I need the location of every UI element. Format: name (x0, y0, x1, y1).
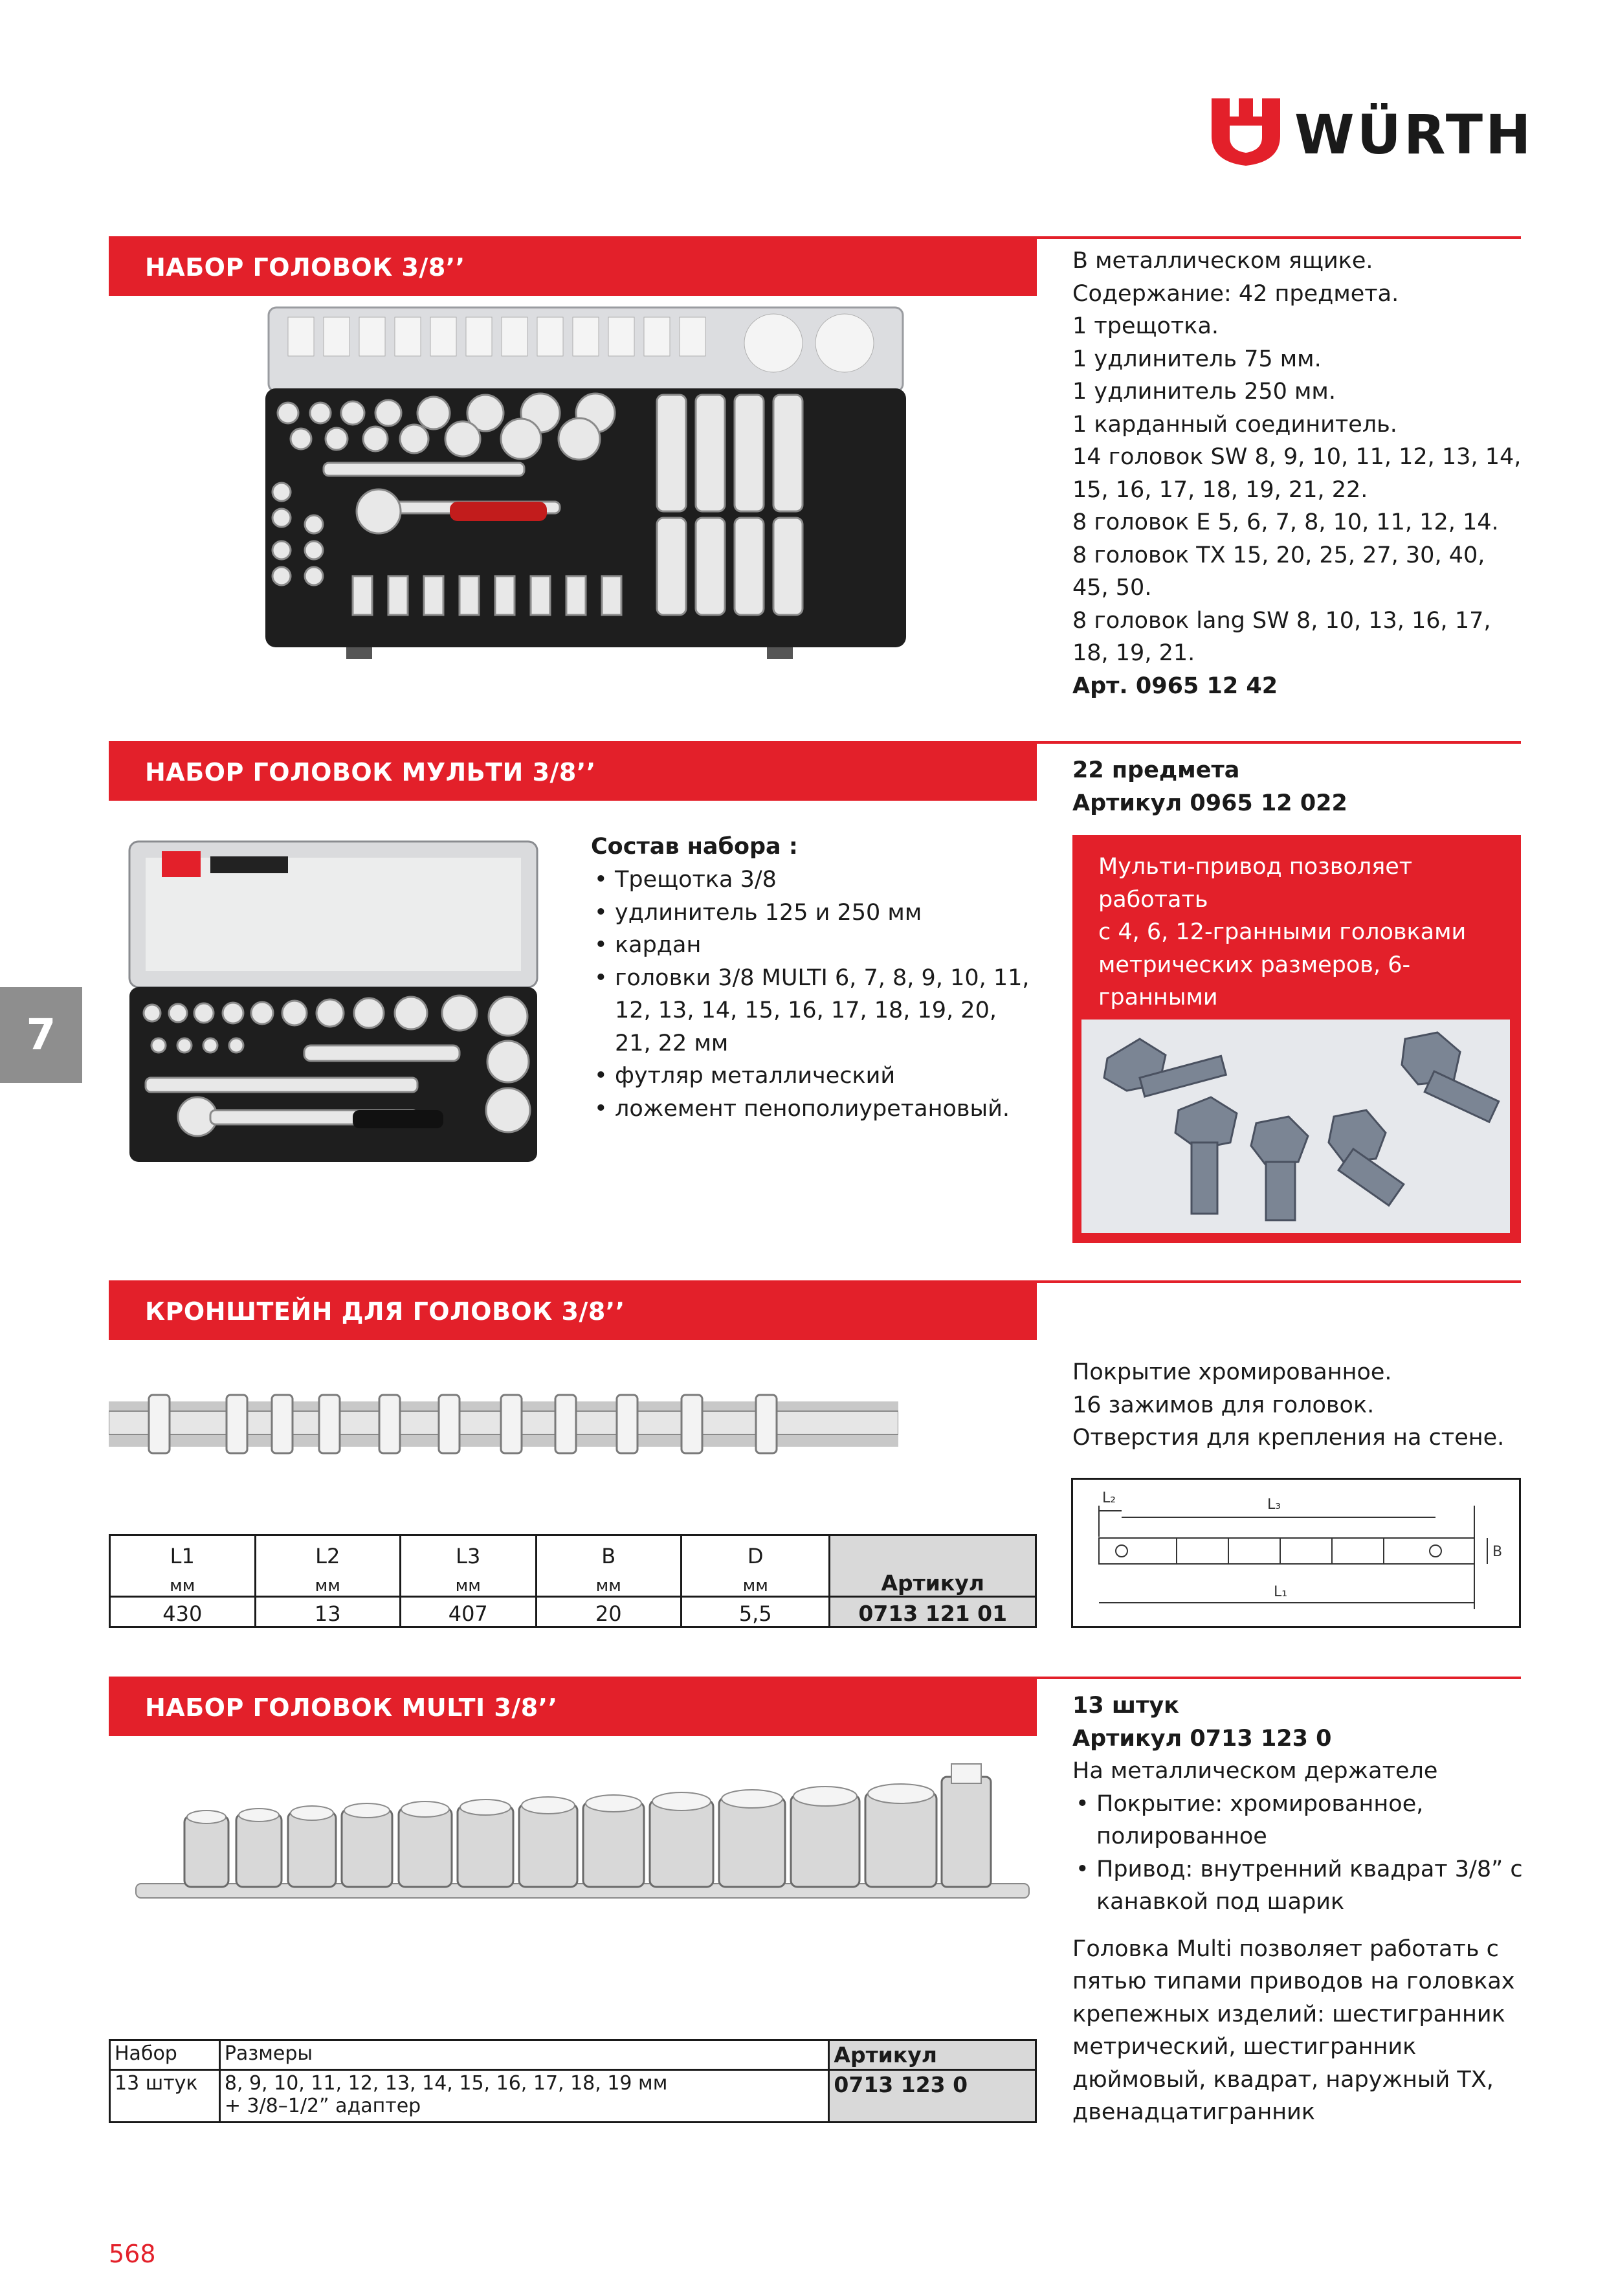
contents-heading: Состав набора : (591, 834, 798, 860)
dim-b: B (1492, 1544, 1503, 1560)
text-line: крепежных изделий: шестигранник (1072, 2001, 1505, 2027)
sizes-text-cont: + 3/8–1/2” адаптер (224, 2095, 421, 2117)
note-line: с 4, 6, 12-гранными головками (1098, 919, 1467, 945)
list-item: • Трещотка 3/8 (591, 864, 1044, 897)
unit-cell: мм (400, 1568, 536, 1596)
text-line: Головка Multi позволяет работать с (1072, 1935, 1499, 1962)
text-line: 1 удлинитель 250 мм. (1072, 379, 1336, 405)
multi-socket-rail-photo (129, 1757, 1036, 1919)
list-item: • кардан (591, 929, 1044, 962)
note-line: метрических размеров, 6-гранными (1098, 952, 1411, 1010)
chapter-tab: 7 (0, 987, 82, 1083)
section4-title: НАБОР ГОЛОВОК MULTI 3/8’’ (109, 1679, 1037, 1736)
article-number: Артикул 0713 123 0 (1072, 1725, 1332, 1752)
list-item (591, 962, 1044, 1060)
list-item: • футляр металлический (591, 1060, 1044, 1093)
article-value: 0713 123 0 (829, 2070, 1036, 2123)
dim-l1: L₁ (1274, 1584, 1288, 1600)
section2-summary (1072, 754, 1525, 819)
section3-title: КРОНШТЕЙН ДЛЯ ГОЛОВОК 3/8’’ (109, 1283, 1037, 1340)
section2-title: НАБОР ГОЛОВОК МУЛЬТИ 3/8’’ (109, 744, 1037, 801)
text-line: 18, 19, 21. (1072, 640, 1195, 666)
multi-drive-note (1072, 835, 1521, 1243)
list-item (1072, 1788, 1525, 1853)
feature-list (1072, 1788, 1525, 1919)
wurth-logo-icon (1210, 97, 1281, 168)
text-line: 14 головок SW 8, 9, 10, 11, 12, 13, 14, (1072, 444, 1522, 470)
article-number: Арт. 0965 12 42 (1072, 673, 1278, 699)
text-line: 8 головок lang SW 8, 10, 13, 16, 17, (1072, 607, 1491, 634)
dim-l3: L₃ (1267, 1497, 1281, 1513)
col-header-b: B (536, 1535, 681, 1569)
value-cell: 13 (255, 1596, 400, 1627)
note-line: Мульти-привод позволяет работать (1098, 854, 1413, 913)
list-item: • удлинитель 125 и 250 мм (591, 897, 1044, 930)
section4-description (1072, 1689, 1525, 2129)
unit-cell: мм (255, 1568, 400, 1596)
item-count: 13 штук (1072, 1693, 1179, 1719)
bolts-photo (1081, 1020, 1510, 1233)
list-item-text: канавкой под шарик (1096, 1889, 1345, 1915)
brand-name: WÜRTH (1294, 103, 1534, 166)
wurth-logo (1210, 97, 1534, 168)
list-item-text: 12, 13, 14, 15, 16, 17, 18, 19, 20, (615, 998, 997, 1023)
text-line: метрический, шестигранник (1072, 2034, 1417, 2060)
col-header-set: Набор (110, 2040, 220, 2070)
section3-description (1072, 1356, 1525, 1455)
multi-set-table (109, 2039, 1037, 2123)
section1-description (1072, 245, 1525, 702)
text-line: дюймовый, квадрат, наружный TX, (1072, 2066, 1494, 2093)
list-item-text: Покрытие: хромированное, (1096, 1790, 1424, 1817)
unit-cell: мм (110, 1568, 256, 1596)
text-line: 45, 50. (1072, 575, 1152, 601)
page-number: 568 (109, 2240, 156, 2268)
unit-cell: мм (681, 1568, 829, 1596)
item-count: 22 предмета (1072, 757, 1240, 783)
value-cell: 430 (110, 1596, 256, 1627)
socket-rail-photo (109, 1372, 898, 1469)
text-line: 1 трещотка. (1072, 313, 1219, 339)
holder-text: На металлическом держателе (1072, 1758, 1438, 1784)
text-line: Содержание: 42 предмета. (1072, 280, 1399, 307)
text-line: 1 карданный соединитель. (1072, 411, 1397, 438)
value-cell: 5,5 (681, 1596, 829, 1627)
text-line: 8 головок TX 15, 20, 25, 27, 30, 40, (1072, 542, 1485, 568)
set-contents-title (591, 830, 798, 864)
value-cell: 407 (400, 1596, 536, 1627)
col-header-l2: L2 (255, 1535, 400, 1569)
rail-dimension-drawing (1071, 1478, 1521, 1628)
article-header: Артикул (829, 2040, 1036, 2070)
list-item: • ложемент пенополиуретановый. (591, 1093, 1044, 1126)
text-line: 8 головок E 5, 6, 7, 8, 10, 11, 12, 14. (1072, 509, 1499, 535)
rail-spec-table (109, 1534, 1037, 1628)
article-header: Артикул (830, 1535, 1036, 1597)
text-line: Отверстия для крепления на стене. (1072, 1425, 1505, 1451)
sizes-cell (219, 2070, 829, 2123)
list-item-text: 21, 22 мм (615, 1030, 729, 1056)
col-header-sizes: Размеры (219, 2040, 829, 2070)
text-line: Покрытие хромированное. (1072, 1359, 1392, 1385)
socket-set-42-photo (262, 304, 909, 667)
text-line: двенадцатигранник (1072, 2099, 1316, 2125)
col-header-l3: L3 (400, 1535, 536, 1569)
list-item-text: головки 3/8 MULTI 6, 7, 8, 9, 10, 11, (615, 964, 1030, 991)
value-cell: 20 (536, 1596, 681, 1627)
article-number: Артикул 0965 12 022 (1072, 790, 1347, 816)
col-header-d: D (681, 1535, 829, 1569)
text-line: 16 зажимов для головок. (1072, 1392, 1375, 1418)
col-header-l1: L1 (110, 1535, 256, 1569)
text-line: 1 удлинитель 75 мм. (1072, 346, 1322, 372)
list-item (1072, 1853, 1525, 1919)
set-contents-list (591, 864, 1044, 1125)
text-line: 15, 16, 17, 18, 19, 21, 22. (1072, 476, 1368, 503)
sizes-text: 8, 9, 10, 11, 12, 13, 14, 15, 16, 17, 18, 19 мм (224, 2072, 668, 2095)
article-value: 0713 121 01 (830, 1596, 1036, 1627)
multi-socket-set-photo (126, 838, 540, 1175)
dim-l2: L₂ (1102, 1490, 1116, 1506)
list-item-text: Привод: внутренний квадрат 3/8” с (1096, 1856, 1523, 1882)
text-line: пятью типами приводов на головках (1072, 1968, 1515, 1994)
section1-title: НАБОР ГОЛОВОК 3/8’’ (109, 239, 1037, 296)
list-item-text: полированное (1096, 1823, 1267, 1849)
text-line: В металлическом ящике. (1072, 248, 1373, 274)
set-cell: 13 штук (110, 2070, 220, 2123)
unit-cell: мм (536, 1568, 681, 1596)
